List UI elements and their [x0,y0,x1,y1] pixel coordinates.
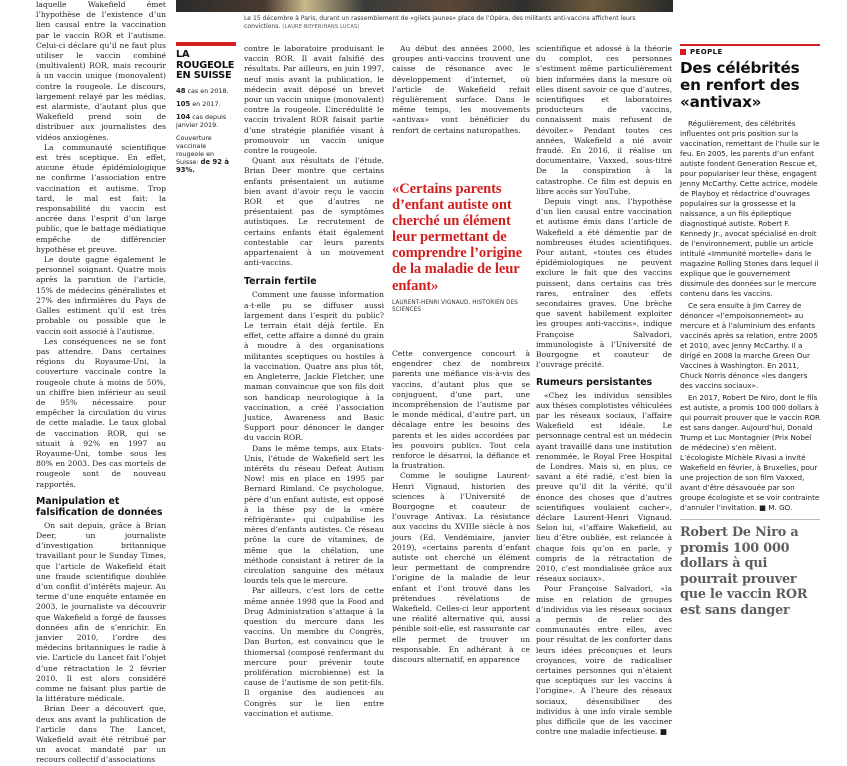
red-square-icon [680,49,686,55]
section-heading: Terrain fertile [244,276,317,288]
paragraph: En 2017, Robert De Niro, dont le fils est autiste, a promis 100 000 dollars à qui pourrait prouver que le vaccin ROR est sans danger. Aujourd’hui, Donald Trump et Luc Montagnier (Prix Nobel de médecine) s’en mêlent. L’écologiste Michèle Rivasi a invité Wakefield en février, à Bruxelles, pour une projection de son film Vaxxed, avant d’être désavouée par son groupe écologiste et se voir contrainte d’annuler l’invitation. ■ M. GO. [680,393,821,512]
paragraph: La communauté scientifique est très sceptique. En effet, aucune étude épidémiologique ne confirme l’association entre vaccination et autisme. Trop tard, le mal est fait: la responsabilité du vaccin est ancrée dans l’esprit d’un large public, que le battage médiatique empêche de différencier hypothèse et preuve. [36,142,166,254]
paragraph: Au début des années 2000, les groupes anti-vaccins trouvent une caisse de résonance avec le développement d’internet, où l’article de Wakefield refait régulièrement surface. Dans le même temps, les mouvements «antivax» vont bénéficier du renfort de certains naturopathes. [392,44,530,135]
paragraph: Depuis vingt ans, l’hypothèse d’un lien causal entre vaccination et autisme émis dans l’article de Wakefield a été démentie par de nombreuses études scientifiques. Pour autant, «toutes ces études épidémiologiques ne peuvent exclure le fait que des vaccins puissent, dans certains cas très rares, entraîner des effets secondaires graves. Une brèche que savent habilement exploiter les groupes anti-vaccins», indique Françoise Salvadori, immunologiste à l’Université de Bourgogne et coauteur de l’ouvrage précité. [536,197,672,370]
photo-credit: (LAURE BOYER/HANS LUCAS) [282,24,360,30]
end-mark: ■ [659,727,668,737]
rubric-label: PEOPLE [690,48,723,56]
paragraph: Comment une fausse information a-t-elle pu se diffuser aussi largement dans l’esprit du public? Le terrain était déjà fertile. En effet, cette affaire a donné du grain à moudre à des organisations militantes sceptiques ou hostiles à la vaccination. Quatre ans plus tôt, en Angleterre, Jackie Fletcher, une maman convaincue que son fils doit son handicap neurologique à la vaccination, a créé l’association Justice, Awareness and Basic Support pour dénoncer le danger du vaccin ROR. [244,290,384,443]
stat-2018: 48 cas en 2018. [176,86,229,95]
box-title: LA ROUGEOLE EN SUISSE [176,49,235,81]
highlight-quote: Robert De Niro a promis 100 000 dollars à qui pourrait prouver que le vaccin ROR est sans danger [680,525,808,618]
paragraph: Le doute gagne également le personnel soignant. Quatre mois après la parution de l’article, 15% de médecins généralistes et 27% des infirmières du Pays de Galles estiment qu’il est très probable ou possible que le vaccin soit associé à l’autisme. [36,255,166,336]
pull-quote-text: «Certains parents d’enfant autiste ont cherché un élément leur permettant de comprendre l’origine de la maladie de leur enfant» [392,181,522,294]
photo [176,0,673,12]
paragraph: contre le laboratoire produisant le vaccin ROR. Il avait falsifié des résultats. Par ailleurs, en juin 1997, neuf mois avant la publication, le médecin avait déposé un brevet pour un vaccin unique (monovalent) contre la rougeole. L’incrédulité le vaccin trivalent ROR faisait partie d’une stratégie planifiée visant à promouvoir un vaccin unique contre la rougeole. [244,44,384,156]
paragraph: Dans le même temps, aux Etats-Unis, l’étude de Wakefield sert les intérêts du réseau Defeat Autism Now! mis en place en 1995 par Bernard Rimland. Ce psychologue, père d’un enfant autiste, est opposé à la thèse psy de la «mère réfrigérante» qui culpabilise les mères d’enfants autistes. Ce réseau prône la cure de vitamines, de même que la chélation, une méthode consistant à retirer de la circulation sanguine des métaux lourds tels que le mercure. [244,443,384,586]
pull-quote-author: LAURENT-HENRI VIGNAUD, HISTORIEN DES SCIENCES [392,299,518,313]
paragraph: scientifique et adossé à la théorie du complot, ces personnes s’estiment même particulièrement bien informées dans la mesure où elles disent savoir ce que d’autres, scientifiques et laboratoires producteurs de vaccins, connaissent mais refusent de dévoiler.» Pendant toutes ces années, Wakefield a nié avoir fraudé. En 2016, il réalise un documentaire, Vaxxed, sous-titré De la conspiration à la catastrophe. Ce film est depuis en libre accès sur YouTube. [536,44,672,196]
paragraph: On sait depuis, grâce à Brian Deer, un journaliste d’investigation britannique travaillant pour le Sunday Times, que l’article de Wakefield était une fraude scientifique doublée d’un conflit d’intérêts majeur. Au terme d’une enquête entamée en 2003, le journaliste va découvrir que Wakefield a forgé de fausses données afin de s’enrichir. En janvier 2010, l’ordre des médecins britanniques le radie à vie. L’article du Lancet fait l’objet d’une rétractation le 2 février 2010. Il est alors considéré comme ne faisant plus partie de la littérature médicale. [36,520,166,704]
paragraph: Brian Deer a découvert que, deux ans avant la publication de l’article dans The Lancet, Wakefield avait été rétribué par un avocat mandaté par un recours collectif d’associations [36,704,166,765]
article-column-1 [36,0,166,766]
paragraph: Les conséquences ne se font pas attendre. Dans certaines régions du Royaume-Uni, la couverture vaccinale contre la rougeole chute à moins de 50%, un chiffre bien inférieur au seuil de 95% nécessaire pour empêcher la circulation du virus de cette maladie. Le taux global de vaccination ROR, qui se situait à 92% en 1997 au Royaume-Uni, tombe sous les 80% en 2003. Des cas mortels de rougeole sont de nouveau rapportés. [36,336,166,489]
article-column-3-continued [392,349,530,665]
paragraph: laquelle Wakefield émet l’hypothèse de l’existence d’un lien causal entre la vaccination par le vaccin ROR et l’autisme. Celui-ci déclare qu’il ne faut plus utiliser le vaccin combiné (multivalent) ROR, mais recourir à un vaccin unique (monovalent) contre la rougeole. Le discours, largement relayé par les médias, est alarmiste, d’autant plus que Wakefield prend soin de distribuer aux journalistes des vidéos anxiogènes. [36,0,166,142]
people-sidebar [680,44,820,619]
divider [680,519,820,520]
rubric [680,48,820,56]
sidebar-body [680,119,820,513]
paragraph: Comme le souligne Laurent-Henri Vignaud, historien des sciences à l’Université de Bourgogne et coauteur de l’ouvrage Antivax. La résistance aux vaccins du XVIIIe siècle à nos jours (Ed. Vendémiaire, janvier 2019), «certains parents d’enfant autiste ont cherché un élément leur permettant de comprendre l’origine de la maladie de leur enfant et l’ont trouvé dans les prétendues révélations de Wakefield. Celles-ci leur apportent une réalité alternative qui, aussi pénible soit-elle, est rassurante car elle permet de trouver un responsable. En adhérant à ce discours alternatif, en apparence [392,471,530,665]
accent-bar [176,42,236,46]
red-rule [680,44,820,46]
article-column-2 [244,44,384,719]
photo-caption [244,15,672,31]
paragraph: «Chez les individus sensibles aux thèses complotistes véhiculées par les réseaux sociaux, l’affaire Wakefield est idéale. Le personnage central est un médecin ayant travaillé dans une institution renommée, le Royal Free Hospital de Londres. Mais si, en plus, ce savant a été radié, c’est bien la preuve qu’il dit la vérité, qu’il énonce des choses que d’autres scientifiques voulaient cacher», déclare Laurent-Henri Vignaud. Selon lui, «l’affaire Wakefield, au lieu d’être oubliée, est relancée à chaque fois qu’on en parle, y compris de la rétractation de 2010, c’est mondialisée grâce aux réseaux sociaux». [536,390,672,584]
paragraph: Cette convergence concourt à engendrer chez de nombreux parents une méfiance vis-à-vis des vaccins, d’autant plus que se conjuguent, d’une part, une incompréhension de l’autisme par le monde médical, d’autre part, un décalage entre les besoins des parents et les aides accordées par les pouvoirs publics. Tout cela renforce le désarroi, la défiance et la frustration. [392,349,530,471]
article-column-3 [392,44,530,136]
pull-quote [392,181,530,314]
section-heading: Rumeurs persistantes [536,376,653,388]
paragraph: Pour Françoise Salvadori, «la mise en relation de groupes d’individus via les réseaux sociaux a permis de relier des communautés entre elles, avec pour résultat de les conforter dans leurs idées préconçues et leurs croyances, voire de radicaliser certaines personnes qui n’étaient que sceptiques sur les vaccins à l’origine». A l’heure des réseaux sociaux, désensibiliser des individus à une info virale semble plus difficile que de les vacciner contre une maladie infectieuse. ■ [536,584,672,737]
paragraph: Ce sera ensuite à Jim Carrey de dénoncer «l’empoisonnement» au mercure et à l’aluminium des enfants vaccinés après sa relation, entre 2005 et 2010, avec Jenny McCarthy. Il a dirigé en 2008 la marche Green Our Vaccines à Washington. En 2011, Chuck Norris dénonce «les dangers des vaccins sociaux». [680,301,818,390]
section-heading: Manipulation et falsification de données [36,495,163,518]
sidebar-title: Des célébrités en renfort des «antivax» [680,59,800,111]
stat-2017: 105 en 2017. [176,99,221,108]
stat-coverage: Couverture vaccinale rougeole en Suisse: de 92 à 93%. [176,133,229,174]
paragraph: Par ailleurs, c’est lors de cette même année 1998 que la Food and Drug Administration s’attaque à la question du mercure dans les vaccins. Un membre du Congrès, Dan Burton, est convaincu que le thiomersal (composé renfermant du mercure pour prévenir toute prolifération microbienne) est la cause de l’autisme de son petit-fils. Il organise des audiences au Congrès sur le lien entre vaccination et autisme. [244,586,384,718]
paragraph: Quant aux résultats de l’étude, Brian Deer montre que certains enfants présentaient un autisme bien avant d’avoir reçu le vaccin ROR et que d’autres ne présentaient pas de symptômes autistiques. Le recrutement de certains enfants était également contestable car leurs parents appartenaient à un mouvement anti-vaccins. [244,156,384,268]
measles-switzerland-box [176,42,236,174]
stat-2019: 104 cas depuis janvier 2019. [176,112,227,129]
paragraph: Régulièrement, des célébrités influentes ont pris position sur la vaccination, remettant de l’huile sur le feu. En 2005, les parents d’un enfant autiste fondent Generation Rescue et, pour populariser leur thèse, engagent Jenny McCarthy. Cette actrice, modèle de Playboy et rédactrice d’ouvrages populaires sur la grossesse et la naissance, a un fils épileptique diagnostiqué autiste. Robert F. Kennedy Jr., avocat spécialisé en droit de l’environnement, publie un article intitulé «Immunité mortelle» dans le magazine Rolling Stones dans lequel il explique que le gouvernement dissimule des données sur le mercure contenu dans les vaccins. [680,119,820,298]
article-column-4 [536,44,672,737]
photo-caption-text: Le 15 décembre à Paris, durant un rassemblement de «gilets jaunes» place de l’Opéra, des militants anti-vaccins affichent leurs convictions. [244,15,636,30]
